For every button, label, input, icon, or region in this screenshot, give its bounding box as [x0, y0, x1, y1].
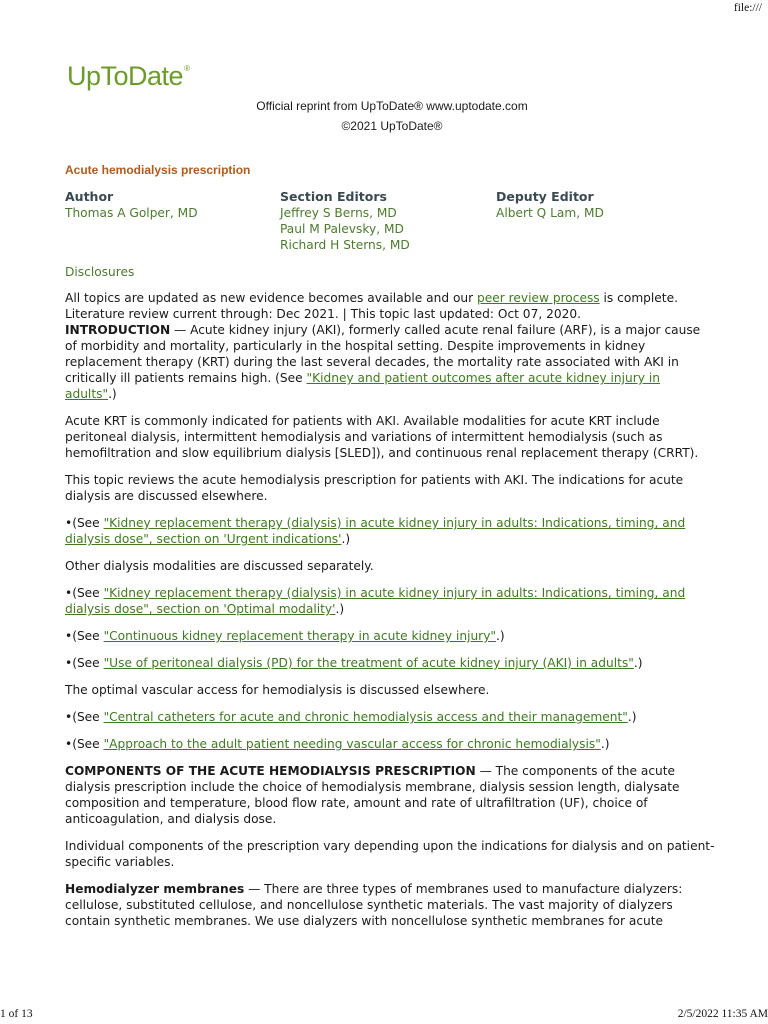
logo-text: UpToDate	[67, 61, 184, 91]
deputy-editor-heading: Deputy Editor	[496, 189, 594, 204]
see-also-item	[65, 628, 715, 644]
bullet-suffix: .)	[335, 602, 345, 616]
membranes-paragraph	[65, 881, 715, 929]
update-text: All topics are updated as new evidence becomes available and our	[65, 291, 478, 305]
update-notice	[65, 290, 715, 306]
other-modalities-paragraph: Other dialysis modalities are discussed separately.	[65, 559, 374, 573]
vascular-access-paragraph: The optimal vascular access for hemodialysis is discussed elsewhere.	[65, 683, 490, 697]
see-also-link[interactable]: "Kidney replacement therapy (dialysis) in acute kidney injury in adults: Indications, timing, and dialysis dose", section on 'Urgent indications'	[65, 516, 686, 546]
introduction-heading: INTRODUCTION	[65, 323, 171, 337]
section-editor-name-link[interactable]: Richard H Sterns, MD	[280, 238, 410, 252]
components-text: — The components of the acute dialysis prescription include the choice of hemodialysis membrane, dialysis session length, dialysate composition and temperature, blood flow rate, amount and rate of ultrafiltration (UF), choice of anticoagulation, and dialysis dose.	[65, 764, 680, 826]
bullet-prefix: •(See	[65, 516, 104, 530]
see-also-item	[65, 585, 715, 617]
topic-scope-paragraph: This topic reviews the acute hemodialysis prescription for patients with AKI. The indications for acute dialysis are discussed elsewhere.	[65, 473, 684, 503]
bullet-suffix: .)	[627, 710, 637, 724]
print-footer-page: 1 of 13	[0, 1008, 33, 1020]
deputy-editor-name-link[interactable]: Albert Q Lam, MD	[496, 206, 604, 220]
print-footer-datetime: 2/5/2022 11:35 AM	[677, 1008, 768, 1020]
introduction-text: — Acute kidney injury (AKI), formerly called acute renal failure (ARF), is a major cause of morbidity and mortality, particularly in the hospital setting. Despite improvements in kidney replacement therapy (KRT) during the last several decades, the mortality rate associated with AKI in critically ill patients remains high. (See	[65, 323, 701, 385]
membranes-text: — There are three types of membranes used to manufacture dialyzers: cellulose, substituted cellulose, and noncellulose synthetic materials. The vast majority of dialyzers contain synthetic membranes. We use dialyzers with noncellulose synthetic membranes for acute	[65, 882, 683, 928]
see-also-item	[65, 515, 715, 547]
bullet-prefix: •(See	[65, 710, 104, 724]
section-editor-name-link[interactable]: Paul M Palevsky, MD	[280, 222, 404, 236]
update-text-end: is complete.	[599, 291, 678, 305]
see-also-item	[65, 736, 715, 752]
see-also-link[interactable]: "Kidney and patient outcomes after acute kidney injury in adults"	[65, 371, 660, 401]
section-editors-heading: Section Editors	[280, 189, 387, 204]
individual-components-paragraph: Individual components of the prescription vary depending upon the indications for dialysis and on patient-specific variables.	[65, 839, 715, 869]
components-heading: COMPONENTS OF THE ACUTE HEMODIALYSIS PRESCRIPTION	[65, 764, 476, 778]
bullet-suffix: .)	[496, 629, 505, 643]
see-also-link[interactable]: "Approach to the adult patient needing vascular access for chronic hemodialysis"	[103, 737, 601, 751]
see-also-link[interactable]: "Central catheters for acute and chronic hemodialysis access and their management"	[103, 710, 628, 724]
paragraph-end: .)	[108, 387, 117, 401]
author-column	[65, 189, 198, 221]
components-paragraph	[65, 763, 715, 827]
deputy-editor-column	[496, 189, 604, 221]
bullet-suffix: .)	[633, 656, 643, 670]
copyright-notice: ©2021 UpToDate®	[341, 119, 443, 133]
bullet-suffix: .)	[600, 737, 610, 751]
see-also-link[interactable]: "Continuous kidney replacement therapy in acute kidney injury"	[103, 629, 497, 643]
peer-review-link[interactable]: peer review process	[477, 291, 600, 305]
bullet-suffix: .)	[341, 532, 351, 546]
article-body	[65, 290, 715, 940]
section-editors-column	[280, 189, 410, 253]
section-editor-name-link[interactable]: Jeffrey S Berns, MD	[280, 206, 397, 220]
introduction-paragraph	[65, 322, 715, 402]
membranes-heading: Hemodialyzer membranes	[65, 882, 245, 896]
see-also-link[interactable]: "Use of peritoneal dialysis (PD) for the treatment of acute kidney injury (AKI) in adults"	[103, 656, 634, 670]
see-also-link[interactable]: "Kidney replacement therapy (dialysis) in acute kidney injury in adults: Indications, timing, and dialysis dose", section on 'Optimal modality'	[65, 586, 686, 616]
disclosures-link[interactable]: Disclosures	[65, 265, 135, 279]
bullet-prefix: •(See	[65, 586, 104, 600]
literature-review-notice: Literature review current through: Dec 2021. | This topic last updated: Oct 07, 2020.	[65, 307, 581, 321]
topic-title: Acute hemodialysis prescription	[65, 163, 251, 177]
logo-registered-mark: ®	[184, 64, 190, 73]
print-header-url: file:///	[733, 2, 762, 14]
krt-paragraph: Acute KRT is commonly indicated for patients with AKI. Available modalities for acute KRT include peritoneal dialysis, intermittent hemodialysis and variations of intermittent hemodialysis (such as hemofiltration and slow equilibrium dialysis [SLED]), and continuous renal replacement therapy (CRRT).	[65, 414, 699, 460]
reprint-notice: Official reprint from UpToDate® www.uptodate.com	[256, 99, 528, 113]
see-also-item	[65, 709, 715, 725]
bullet-prefix: •(See	[65, 737, 104, 751]
uptodate-logo	[67, 61, 190, 91]
bullet-prefix: •(See	[65, 629, 104, 643]
see-also-item	[65, 655, 715, 671]
author-name-link[interactable]: Thomas A Golper, MD	[65, 206, 198, 220]
bullet-prefix: •(See	[65, 656, 104, 670]
author-heading: Author	[65, 189, 114, 204]
